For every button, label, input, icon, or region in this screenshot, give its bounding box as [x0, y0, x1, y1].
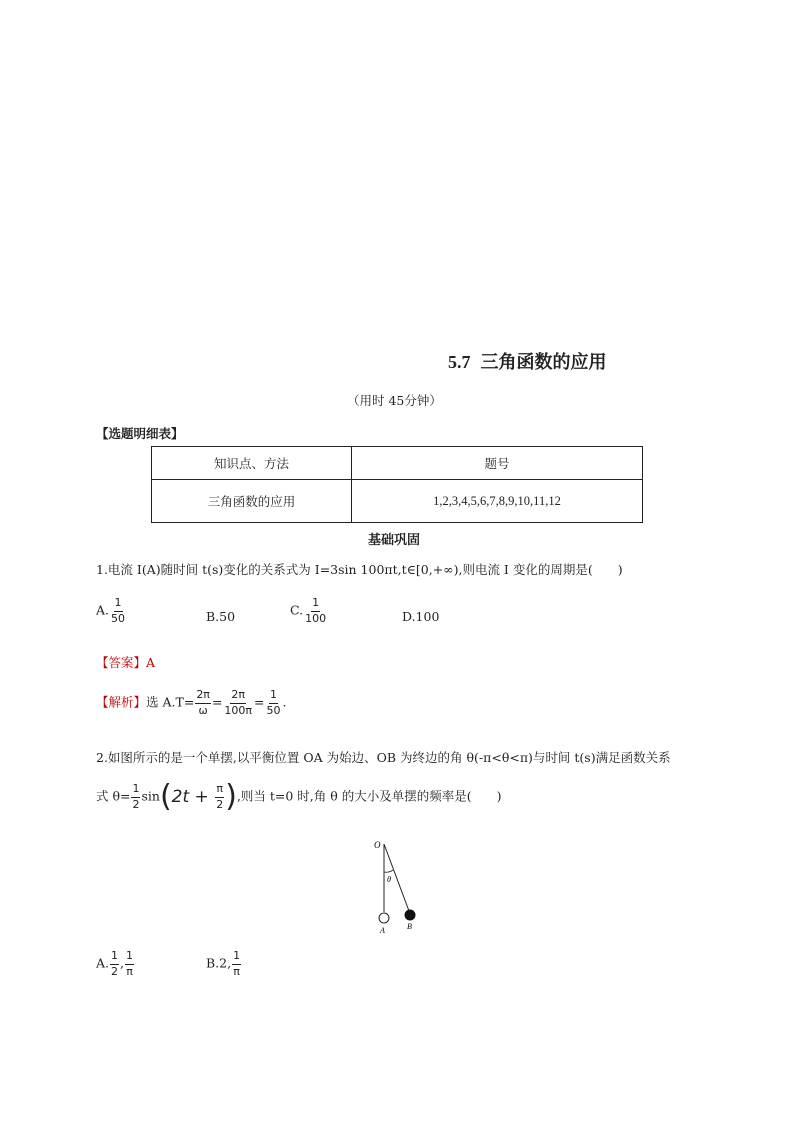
time-note: （用时 45分钟）	[347, 393, 442, 408]
q1-analysis: 【解析】选 A.T= $\frac{2\pi}{\omega}$ = $\frac{2\pi}{100\pi}$ = $\frac{1}{50}$ .	[96, 688, 287, 717]
fraction: $\frac{1}{\pi}$	[126, 949, 133, 978]
fraction: $\frac{1}{\pi}$	[233, 949, 241, 978]
bob-b	[405, 910, 415, 920]
pendulum-figure	[368, 836, 428, 936]
table-row	[152, 480, 643, 523]
table-row	[152, 447, 643, 480]
q1-option-d: D.100	[402, 609, 440, 624]
fraction: $\frac{1}{100}$	[305, 596, 327, 625]
fraction: $\frac{2\pi}{100\pi}$	[224, 688, 253, 717]
q2-option-a: A. $\frac{1}{2}$ , $\frac{1}{\pi}$	[96, 949, 133, 978]
q1-option-b: B.50	[206, 609, 236, 624]
fraction: $\frac{1}{50}$	[111, 596, 126, 625]
q2-stem-line1: 2.如图所示的是一个单摆,以平衡位置 OA 为始边、OB 为终边的角 θ(-π<θ<π)与时间 t(s)满足函数关系	[96, 750, 671, 765]
answer-tag: 【答案】	[96, 655, 147, 670]
fraction: $\frac{2\pi}{\omega}$	[196, 688, 210, 717]
label-a: A	[380, 926, 385, 935]
detail-table-heading: 【选题明细表】	[96, 426, 184, 441]
table-cell: 1,2,3,4,5,6,7,8,9,10,11,12	[352, 480, 643, 523]
q2-formula-line: 式 θ= $\frac{1}{2}$ sin(2t + $\frac{\pi}{2}$ ),则当 t=0 时,角 θ 的大小及单摆的频率是( )	[96, 779, 502, 814]
fraction: $\frac{1}{50}$	[266, 688, 281, 717]
section-title: 基础巩固	[368, 533, 421, 548]
right-paren: )	[225, 779, 237, 814]
angle-arc	[384, 870, 393, 872]
label-theta: θ	[387, 875, 391, 884]
section-number: 5.7	[448, 352, 471, 372]
table-header-cell: 知识点、方法	[152, 447, 352, 480]
title-text: 三角函数的应用	[480, 352, 607, 373]
label-b: B	[407, 922, 412, 931]
q1-option-c: C. $\frac{1}{100}$	[290, 596, 327, 625]
fraction: $\frac{1}{2}$	[111, 949, 119, 978]
analysis-tag: 【解析】	[96, 694, 147, 710]
page-title	[448, 348, 607, 374]
left-paren: (	[159, 779, 172, 814]
table-cell: 三角函数的应用	[152, 480, 352, 523]
q2-option-b: B.2, $\frac{1}{\pi}$	[206, 949, 241, 978]
q1-answer	[96, 653, 155, 671]
answer-value: A	[146, 655, 156, 670]
bob-a	[379, 913, 389, 923]
q1-option-a: A. $\frac{1}{50}$	[96, 596, 126, 625]
label-o: O	[374, 840, 381, 850]
table-header-cell: 题号	[352, 447, 643, 480]
detail-table	[151, 446, 643, 523]
fraction: $\frac{1}{2}$	[132, 781, 140, 811]
q1-stem: 1.电流 I(A)随时间 t(s)变化的关系式为 I=3sin 100πt,t∈[0,+∞),则电流 I 变化的周期是( )	[96, 562, 623, 577]
fraction: $\frac{\pi}{2}$	[216, 781, 224, 811]
